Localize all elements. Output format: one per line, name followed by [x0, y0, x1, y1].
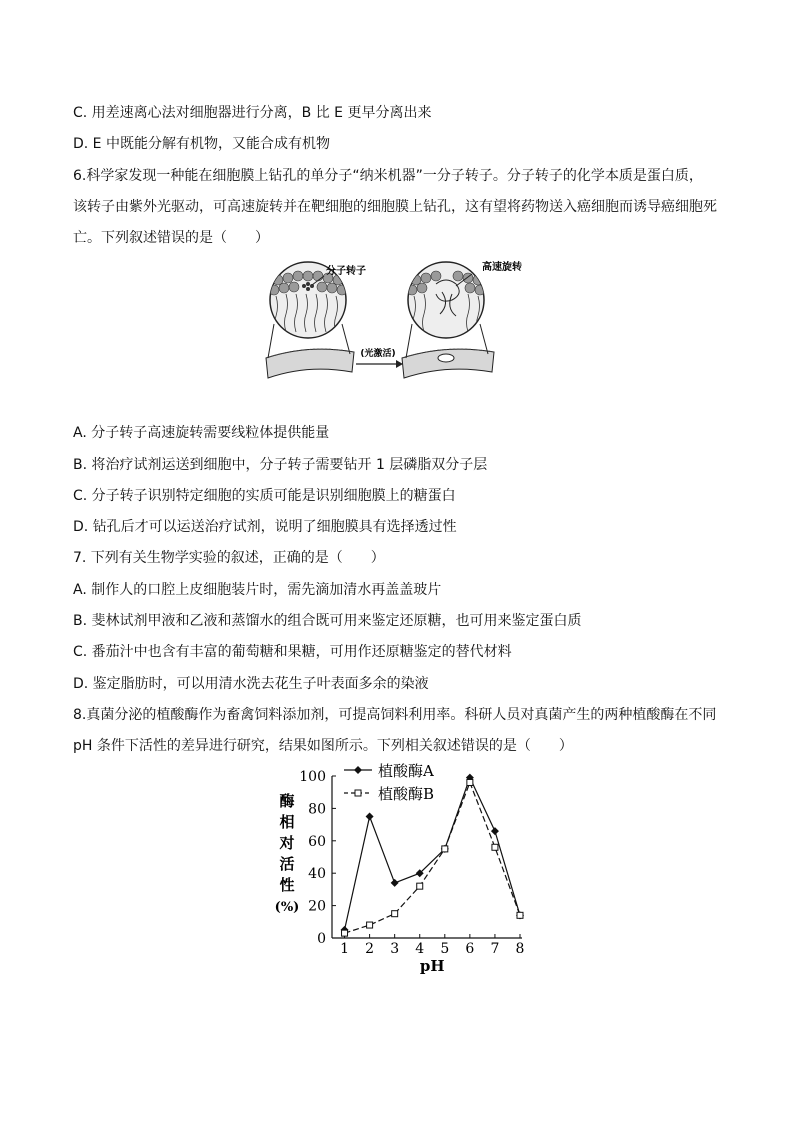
series-b-point — [342, 930, 348, 936]
series-b-point — [517, 912, 523, 918]
y-tick-label: 0 — [317, 931, 326, 947]
y-tick-label: 60 — [308, 833, 326, 850]
q8-stem-line-1: 8.真菌分泌的植酸酶作为畜禽饲料添加剂，可提高饲料利用率。科研人员对真菌产生的两种植酸酶在不同 — [73, 707, 717, 723]
enzyme-activity-chart — [270, 758, 532, 976]
series-b-point — [467, 779, 473, 785]
q6-option-b: B. 将治疗试剂运送到细胞中，分子转子需要钻开 1 层磷脂双分子层 — [73, 457, 488, 473]
q6-stem-line-2: 该转子由紫外光驱动，可高速旋转并在靶细胞的细胞膜上钻孔，这有望将药物送入癌细胞而诱导癌细胞死 — [73, 199, 717, 215]
series-b-point — [417, 883, 423, 889]
series-a-point — [366, 813, 374, 821]
q7-option-a: A. 制作人的口腔上皮细胞装片时，需先滴加清水再盖盖玻片 — [73, 582, 442, 598]
x-tick-label: 2 — [365, 941, 375, 957]
x-tick-label: 6 — [465, 941, 475, 957]
q6-stem-line-1: 6.科学家发现一种能在细胞膜上钻孔的单分子“纳米机器”一分子转子。分子转子的化学本质是蛋白质， — [73, 168, 703, 184]
q6-stem-line-3: 亡。下列叙述错误的是（ ） — [73, 230, 269, 246]
y-axis-label-char: (%) — [274, 900, 300, 915]
q8-stem-line-2: pH 条件下活性的差异进行研究，结果如图所示。下列相关叙述错误的是（ ） — [73, 738, 573, 754]
q7-option-d: D. 鉴定脂肪时，可以用清水洗去花生子叶表面多余的染液 — [73, 676, 429, 692]
series-a-point — [391, 879, 399, 887]
x-tick-label: 1 — [340, 941, 349, 957]
q5-option-d: D. E 中既能分解有机物，又能合成有机物 — [73, 136, 330, 152]
x-tick-label: 3 — [390, 941, 400, 957]
q6-option-a: A. 分子转子高速旋转需要线粒体提供能量 — [73, 425, 330, 441]
series-b-point — [442, 846, 448, 852]
x-tick-label: 7 — [490, 941, 500, 957]
q6-option-d: D. 钻孔后才可以运送治疗试剂，说明了细胞膜具有选择透过性 — [73, 519, 457, 535]
series-b-point — [392, 911, 398, 917]
y-tick-label: 20 — [308, 898, 326, 915]
q6-option-c: C. 分子转子识别特定细胞的实质可能是识别细胞膜上的糖蛋白 — [73, 488, 456, 504]
spin-label: 高速旋转 — [482, 262, 522, 273]
light-activation-label: (光激活) — [360, 349, 396, 359]
series-a-point — [491, 827, 499, 835]
rotor-label: 分子转子 — [326, 266, 366, 277]
legend-label-a: 植酸酶A — [378, 762, 434, 780]
q5-option-c: C. 用差速离心法对细胞器进行分离，B 比 E 更早分离出来 — [73, 105, 432, 121]
x-tick-label: 4 — [415, 941, 425, 957]
y-axis-label-char: 活 — [279, 855, 295, 873]
y-axis-label-char: 酶 — [279, 792, 295, 810]
y-tick-label: 100 — [299, 769, 326, 785]
x-tick-label: 8 — [515, 941, 525, 957]
series-b-point — [492, 844, 498, 850]
series-line-b — [345, 782, 520, 933]
x-tick-label: 5 — [440, 941, 450, 957]
legend-label-b: 植酸酶B — [378, 785, 435, 803]
q7-option-b: B. 斐林试剂甲液和乙液和蒸馏水的组合既可用来鉴定还原糖，也可用来鉴定蛋白质 — [73, 613, 582, 629]
y-axis-label-char: 性 — [279, 876, 295, 894]
y-tick-label: 80 — [308, 801, 326, 818]
x-axis-label: pH — [419, 957, 445, 975]
legend-marker-b — [355, 790, 361, 796]
legend-marker-a — [354, 766, 362, 774]
q7-option-c: C. 番茄汁中也含有丰富的葡萄糖和果糖，可用作还原糖鉴定的替代材料 — [73, 644, 512, 660]
y-axis-label-char: 对 — [279, 834, 295, 852]
molecular-rotor-diagram — [258, 254, 536, 394]
series-b-point — [367, 922, 373, 928]
y-tick-label: 40 — [308, 866, 326, 883]
q7-stem: 7. 下列有关生物学实验的叙述，正确的是（ ） — [73, 550, 385, 566]
y-axis-label-char: 相 — [279, 813, 295, 831]
